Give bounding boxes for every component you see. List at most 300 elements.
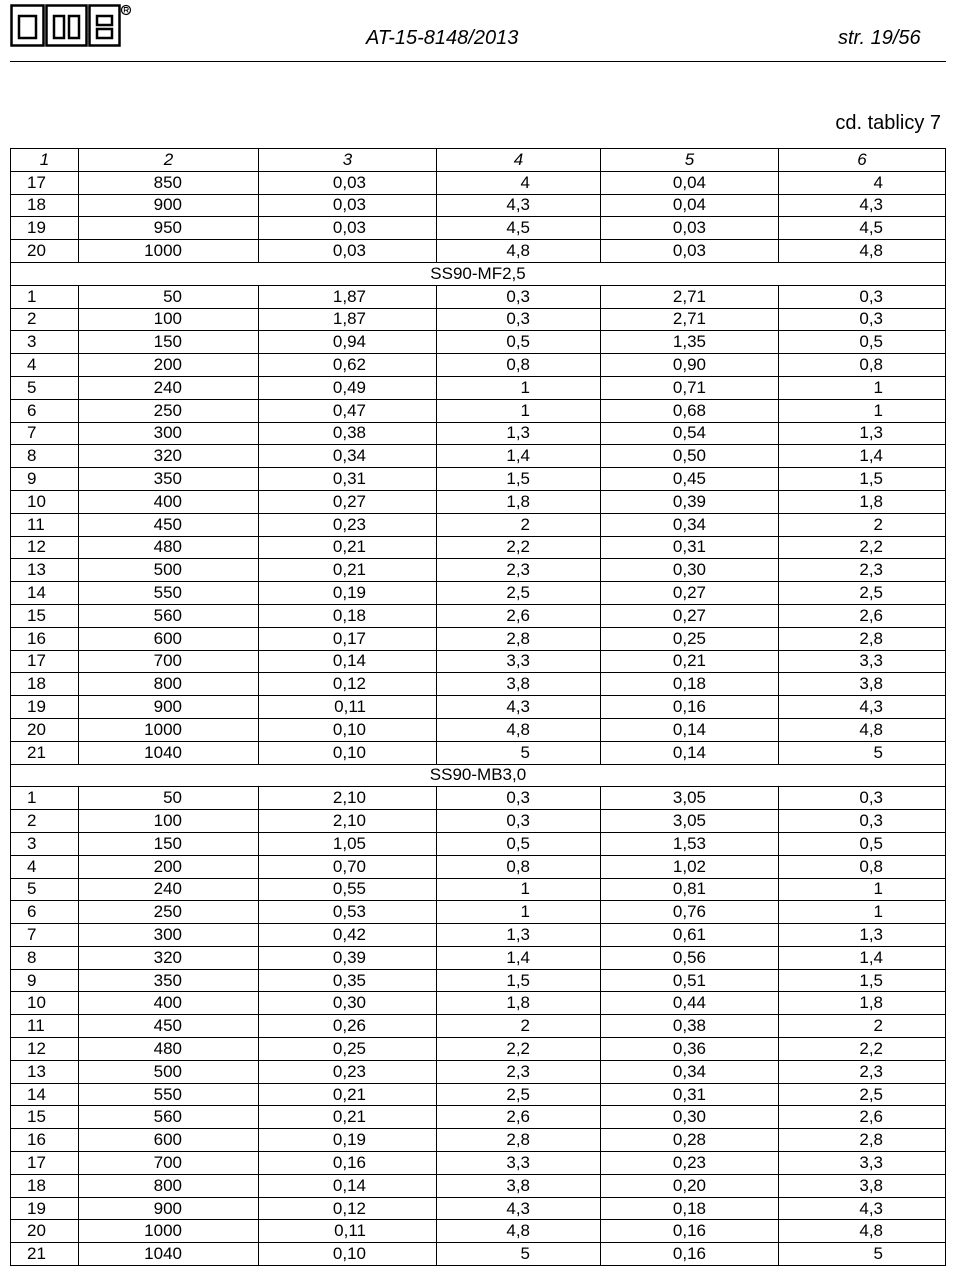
table-cell: 550	[79, 582, 259, 605]
table-row	[11, 1083, 946, 1106]
table-cell: 350	[79, 468, 259, 491]
table-cell: 0,31	[601, 536, 779, 559]
table-cell: 16	[11, 627, 79, 650]
table-cell: 0,21	[259, 559, 437, 582]
table-cell: 1040	[79, 1243, 259, 1266]
table-cell: 0,61	[601, 924, 779, 947]
table-cell: 1000	[79, 718, 259, 741]
table-cell: 4,3	[437, 194, 601, 217]
table-cell: 0,10	[259, 741, 437, 764]
table-cell: 3	[11, 331, 79, 354]
table-cell: 0,25	[259, 1038, 437, 1061]
table-cell: 0,10	[259, 718, 437, 741]
table-cell: 4	[11, 855, 79, 878]
table-cell: 19	[11, 1197, 79, 1220]
table-cell: 1	[779, 878, 946, 901]
table-cell: 0,21	[259, 1106, 437, 1129]
table-cell: 0,49	[259, 376, 437, 399]
table-cell: 8	[11, 445, 79, 468]
table-cell: 4,3	[779, 696, 946, 719]
table-row	[11, 1197, 946, 1220]
table-cell: 0,56	[601, 946, 779, 969]
table-cell: 0,19	[259, 582, 437, 605]
table-cell: 1	[11, 285, 79, 308]
table-cell: 3,8	[437, 673, 601, 696]
table-row	[11, 1174, 946, 1197]
table-cell: 0,04	[601, 194, 779, 217]
table-cell: 16	[11, 1129, 79, 1152]
table-cell: 2,2	[437, 536, 601, 559]
table-cell: 10	[11, 490, 79, 513]
table-cell: 0,94	[259, 331, 437, 354]
page-number: str. 19/56	[838, 27, 921, 49]
table-cell: 18	[11, 1174, 79, 1197]
table-cell: 0,14	[601, 718, 779, 741]
itb-logo-icon	[10, 4, 132, 50]
table-row	[11, 627, 946, 650]
table-cell: 4,3	[437, 696, 601, 719]
table-cell: 1	[779, 901, 946, 924]
table-row	[11, 1220, 946, 1243]
table-caption: cd. tablicy 7	[835, 112, 941, 134]
table-cell: 600	[79, 1129, 259, 1152]
column-header: 6	[779, 149, 946, 172]
table-cell: 3	[11, 832, 79, 855]
table-cell: 4,8	[437, 240, 601, 263]
table-row	[11, 787, 946, 810]
table-cell: 1	[437, 376, 601, 399]
table-cell: 3,05	[601, 810, 779, 833]
table-cell: 0,25	[601, 627, 779, 650]
table-cell: 12	[11, 1038, 79, 1061]
table-cell: 0,21	[259, 536, 437, 559]
table-row	[11, 171, 946, 194]
table-row	[11, 696, 946, 719]
table-cell: 0,11	[259, 696, 437, 719]
table-cell: 3,8	[779, 673, 946, 696]
page-header	[0, 0, 960, 70]
table-cell: 0,38	[601, 1015, 779, 1038]
table-cell: 1,5	[437, 969, 601, 992]
table-cell: 0,16	[601, 696, 779, 719]
table-cell: 1,02	[601, 855, 779, 878]
table-cell: 50	[79, 285, 259, 308]
table-cell: 1000	[79, 1220, 259, 1243]
table-cell: 2	[437, 1015, 601, 1038]
table-cell: 50	[79, 787, 259, 810]
table-cell: 2,6	[437, 604, 601, 627]
table-cell: 0,3	[779, 308, 946, 331]
table-cell: 0,34	[601, 1060, 779, 1083]
table-cell: 0,3	[437, 810, 601, 833]
table-row	[11, 673, 946, 696]
table-row	[11, 1060, 946, 1083]
table-cell: 0,03	[259, 171, 437, 194]
table-cell: 500	[79, 1060, 259, 1083]
table-cell: 10	[11, 992, 79, 1015]
table-cell: 11	[11, 1015, 79, 1038]
table-cell: 2,2	[437, 1038, 601, 1061]
table-row	[11, 992, 946, 1015]
table-cell: 0,44	[601, 992, 779, 1015]
table-cell: 0,90	[601, 354, 779, 377]
column-header: 5	[601, 149, 779, 172]
table-cell: 0,27	[259, 490, 437, 513]
table-cell: 2,5	[437, 1083, 601, 1106]
table-cell: 15	[11, 604, 79, 627]
table-cell: 0,55	[259, 878, 437, 901]
table-cell: 250	[79, 399, 259, 422]
table-cell: 0,51	[601, 969, 779, 992]
table-cell: 2,2	[779, 536, 946, 559]
table-row	[11, 878, 946, 901]
table-cell: 0,3	[437, 787, 601, 810]
table-cell: 4,8	[779, 1220, 946, 1243]
table-cell: 3,05	[601, 787, 779, 810]
table-cell: 100	[79, 810, 259, 833]
table-cell: 500	[79, 559, 259, 582]
table-cell: 0,03	[601, 240, 779, 263]
table-cell: 0,8	[779, 855, 946, 878]
table-row	[11, 559, 946, 582]
table-cell: 0,16	[259, 1152, 437, 1175]
table-cell: 2,10	[259, 810, 437, 833]
table-row	[11, 445, 946, 468]
table-cell: 0,8	[779, 354, 946, 377]
column-header: 1	[11, 149, 79, 172]
table-cell: 7	[11, 422, 79, 445]
table-cell: 2,6	[779, 1106, 946, 1129]
table-cell: 1,8	[779, 992, 946, 1015]
table-cell: 0,27	[601, 582, 779, 605]
table-cell: 1,87	[259, 285, 437, 308]
table-cell: 0,36	[601, 1038, 779, 1061]
table-cell: 900	[79, 1197, 259, 1220]
table-row	[11, 1243, 946, 1266]
table-cell: 0,12	[259, 1197, 437, 1220]
table-cell: 100	[79, 308, 259, 331]
table-cell: 240	[79, 376, 259, 399]
table-cell: 1,5	[779, 468, 946, 491]
table-section-row	[11, 262, 946, 285]
table-cell: 0,53	[259, 901, 437, 924]
table-cell: 2,5	[437, 582, 601, 605]
table-row	[11, 1015, 946, 1038]
table-cell: 2	[11, 810, 79, 833]
table-cell: 4,8	[779, 718, 946, 741]
table-cell: 1	[11, 787, 79, 810]
table-cell: 950	[79, 217, 259, 240]
table-cell: 0,38	[259, 422, 437, 445]
table-row	[11, 376, 946, 399]
table-cell: 0,14	[259, 650, 437, 673]
table-cell: 20	[11, 240, 79, 263]
table-row	[11, 1038, 946, 1061]
table-cell: 0,35	[259, 969, 437, 992]
table-cell: 6	[11, 399, 79, 422]
table-section-row	[11, 764, 946, 787]
table-cell: 20	[11, 1220, 79, 1243]
table-cell: 1,35	[601, 331, 779, 354]
table-cell: 9	[11, 969, 79, 992]
table-row	[11, 194, 946, 217]
table-cell: 0,47	[259, 399, 437, 422]
table-cell: 0,23	[601, 1152, 779, 1175]
table-cell: 350	[79, 969, 259, 992]
table-cell: 4,3	[779, 1197, 946, 1220]
table-cell: 5	[11, 376, 79, 399]
table-cell: 0,34	[259, 445, 437, 468]
table-row	[11, 422, 946, 445]
table-cell: 7	[11, 924, 79, 947]
column-header: 3	[259, 149, 437, 172]
table-cell: 0,3	[779, 810, 946, 833]
table-cell: 6	[11, 901, 79, 924]
table-cell: 1,5	[437, 468, 601, 491]
table-cell: 150	[79, 331, 259, 354]
table-cell: 0,04	[601, 171, 779, 194]
table-cell: 800	[79, 673, 259, 696]
table-cell: 1	[779, 399, 946, 422]
table-row	[11, 354, 946, 377]
table-cell: 150	[79, 832, 259, 855]
table-cell: 0,14	[601, 741, 779, 764]
table-cell: 2,8	[779, 627, 946, 650]
table-cell: 17	[11, 171, 79, 194]
table-cell: 300	[79, 422, 259, 445]
table-cell: 700	[79, 650, 259, 673]
table-cell: 0,71	[601, 376, 779, 399]
table-cell: 0,21	[601, 650, 779, 673]
table-cell: 1,8	[437, 490, 601, 513]
table-cell: 0,20	[601, 1174, 779, 1197]
table-cell: 5	[437, 1243, 601, 1266]
table-cell: 5	[779, 1243, 946, 1266]
table-cell: 0,27	[601, 604, 779, 627]
table-row	[11, 604, 946, 627]
table-row	[11, 855, 946, 878]
table-cell: 20	[11, 718, 79, 741]
table-row	[11, 650, 946, 673]
table-cell: 2,71	[601, 308, 779, 331]
table-cell: 0,30	[259, 992, 437, 1015]
table-cell: 2,5	[779, 1083, 946, 1106]
table-row	[11, 924, 946, 947]
table-cell: 15	[11, 1106, 79, 1129]
table-cell: 12	[11, 536, 79, 559]
table-cell: 5	[11, 878, 79, 901]
table-cell: 18	[11, 194, 79, 217]
table-cell: 1,4	[437, 946, 601, 969]
table-cell: 300	[79, 924, 259, 947]
table-cell: 21	[11, 1243, 79, 1266]
table-cell: 900	[79, 194, 259, 217]
table-cell: 0,03	[601, 217, 779, 240]
table-cell: 19	[11, 217, 79, 240]
table-cell: 11	[11, 513, 79, 536]
table-cell: 450	[79, 513, 259, 536]
table-cell: 0,30	[601, 559, 779, 582]
table-row	[11, 582, 946, 605]
table-cell: 21	[11, 741, 79, 764]
table-cell: 4	[779, 171, 946, 194]
table-row	[11, 1129, 946, 1152]
table-cell: 2,6	[437, 1106, 601, 1129]
table-cell: 0,03	[259, 240, 437, 263]
table-cell: 0,16	[601, 1243, 779, 1266]
data-table	[10, 148, 946, 1266]
table-cell: 1,05	[259, 832, 437, 855]
table-row	[11, 285, 946, 308]
column-header: 2	[79, 149, 259, 172]
table-cell: 1	[437, 901, 601, 924]
table-row	[11, 490, 946, 513]
table-cell: 2	[11, 308, 79, 331]
table-cell: 0,5	[779, 832, 946, 855]
table-cell: 17	[11, 1152, 79, 1175]
data-table-body	[11, 149, 946, 1266]
column-header: 4	[437, 149, 601, 172]
table-cell: 0,11	[259, 1220, 437, 1243]
table-cell: 560	[79, 1106, 259, 1129]
table-cell: 14	[11, 582, 79, 605]
table-cell: 480	[79, 536, 259, 559]
table-cell: 600	[79, 627, 259, 650]
table-cell: 1,8	[437, 992, 601, 1015]
table-cell: 1000	[79, 240, 259, 263]
table-cell: 0,42	[259, 924, 437, 947]
table-cell: 0,62	[259, 354, 437, 377]
table-cell: 700	[79, 1152, 259, 1175]
table-cell: 2,3	[779, 1060, 946, 1083]
table-row	[11, 240, 946, 263]
table-cell: 4,8	[437, 1220, 601, 1243]
table-cell: 1,87	[259, 308, 437, 331]
table-row	[11, 513, 946, 536]
table-cell: 1,3	[779, 422, 946, 445]
table-cell: 13	[11, 559, 79, 582]
table-cell: 8	[11, 946, 79, 969]
table-cell: 0,03	[259, 217, 437, 240]
table-cell: 250	[79, 901, 259, 924]
table-cell: 1,5	[779, 969, 946, 992]
table-cell: 2	[779, 513, 946, 536]
table-cell: 200	[79, 855, 259, 878]
table-cell: 2,10	[259, 787, 437, 810]
section-title: SS90-MF2,5	[11, 262, 946, 285]
table-cell: 0,39	[601, 490, 779, 513]
section-title: SS90-MB3,0	[11, 764, 946, 787]
table-row	[11, 468, 946, 491]
table-cell: 9	[11, 468, 79, 491]
table-cell: 0,70	[259, 855, 437, 878]
table-cell: 1040	[79, 741, 259, 764]
table-cell: 0,68	[601, 399, 779, 422]
table-cell: 5	[437, 741, 601, 764]
table-cell: 4,8	[779, 240, 946, 263]
table-cell: 3,3	[779, 1152, 946, 1175]
table-cell: 400	[79, 490, 259, 513]
table-cell: 0,76	[601, 901, 779, 924]
table-cell: 0,5	[779, 331, 946, 354]
table-cell: 5	[779, 741, 946, 764]
table-cell: 0,31	[259, 468, 437, 491]
table-cell: 0,8	[437, 354, 601, 377]
table-cell: 0,17	[259, 627, 437, 650]
table-cell: 17	[11, 650, 79, 673]
table-cell: 3,8	[437, 1174, 601, 1197]
table-cell: 2,8	[779, 1129, 946, 1152]
table-cell: 320	[79, 946, 259, 969]
table-cell: 2	[437, 513, 601, 536]
table-cell: 2	[779, 1015, 946, 1038]
table-cell: 1,3	[437, 924, 601, 947]
table-cell: 0,18	[601, 1197, 779, 1220]
table-cell: 2,3	[779, 559, 946, 582]
table-cell: 0,50	[601, 445, 779, 468]
table-cell: 0,54	[601, 422, 779, 445]
table-cell: 0,3	[437, 308, 601, 331]
table-cell: 1	[437, 399, 601, 422]
table-cell: 800	[79, 1174, 259, 1197]
table-cell: 2,5	[779, 582, 946, 605]
table-cell: 2,6	[779, 604, 946, 627]
table-cell: 4,5	[779, 217, 946, 240]
table-cell: 14	[11, 1083, 79, 1106]
table-cell: 1,4	[779, 445, 946, 468]
table-cell: 4,8	[437, 718, 601, 741]
table-cell: 0,10	[259, 1243, 437, 1266]
table-cell: 0,5	[437, 832, 601, 855]
header-divider	[10, 61, 946, 62]
table-cell: 3,3	[779, 650, 946, 673]
table-cell: 0,8	[437, 855, 601, 878]
table-cell: 0,03	[259, 194, 437, 217]
table-cell: 480	[79, 1038, 259, 1061]
table-row	[11, 1152, 946, 1175]
table-row	[11, 901, 946, 924]
table-cell: 2,2	[779, 1038, 946, 1061]
table-row	[11, 536, 946, 559]
table-cell: 4	[437, 171, 601, 194]
table-cell: 0,14	[259, 1174, 437, 1197]
table-cell: 0,31	[601, 1083, 779, 1106]
table-cell: 1,53	[601, 832, 779, 855]
table-row	[11, 399, 946, 422]
table-cell: 240	[79, 878, 259, 901]
table-cell: 0,23	[259, 513, 437, 536]
table-cell: 1	[437, 878, 601, 901]
table-cell: 4,3	[779, 194, 946, 217]
table-cell: 4,5	[437, 217, 601, 240]
table-cell: 0,12	[259, 673, 437, 696]
table-row	[11, 969, 946, 992]
table-cell: 3,3	[437, 650, 601, 673]
table-cell: 900	[79, 696, 259, 719]
table-cell: 0,16	[601, 1220, 779, 1243]
table-cell: 2,3	[437, 559, 601, 582]
table-cell: 0,21	[259, 1083, 437, 1106]
table-row	[11, 308, 946, 331]
table-cell: 1,4	[437, 445, 601, 468]
table-row	[11, 1106, 946, 1129]
table-cell: 1,3	[779, 924, 946, 947]
table-row	[11, 741, 946, 764]
table-row	[11, 331, 946, 354]
table-cell: 19	[11, 696, 79, 719]
table-cell: 2,8	[437, 627, 601, 650]
table-cell: 3,8	[779, 1174, 946, 1197]
